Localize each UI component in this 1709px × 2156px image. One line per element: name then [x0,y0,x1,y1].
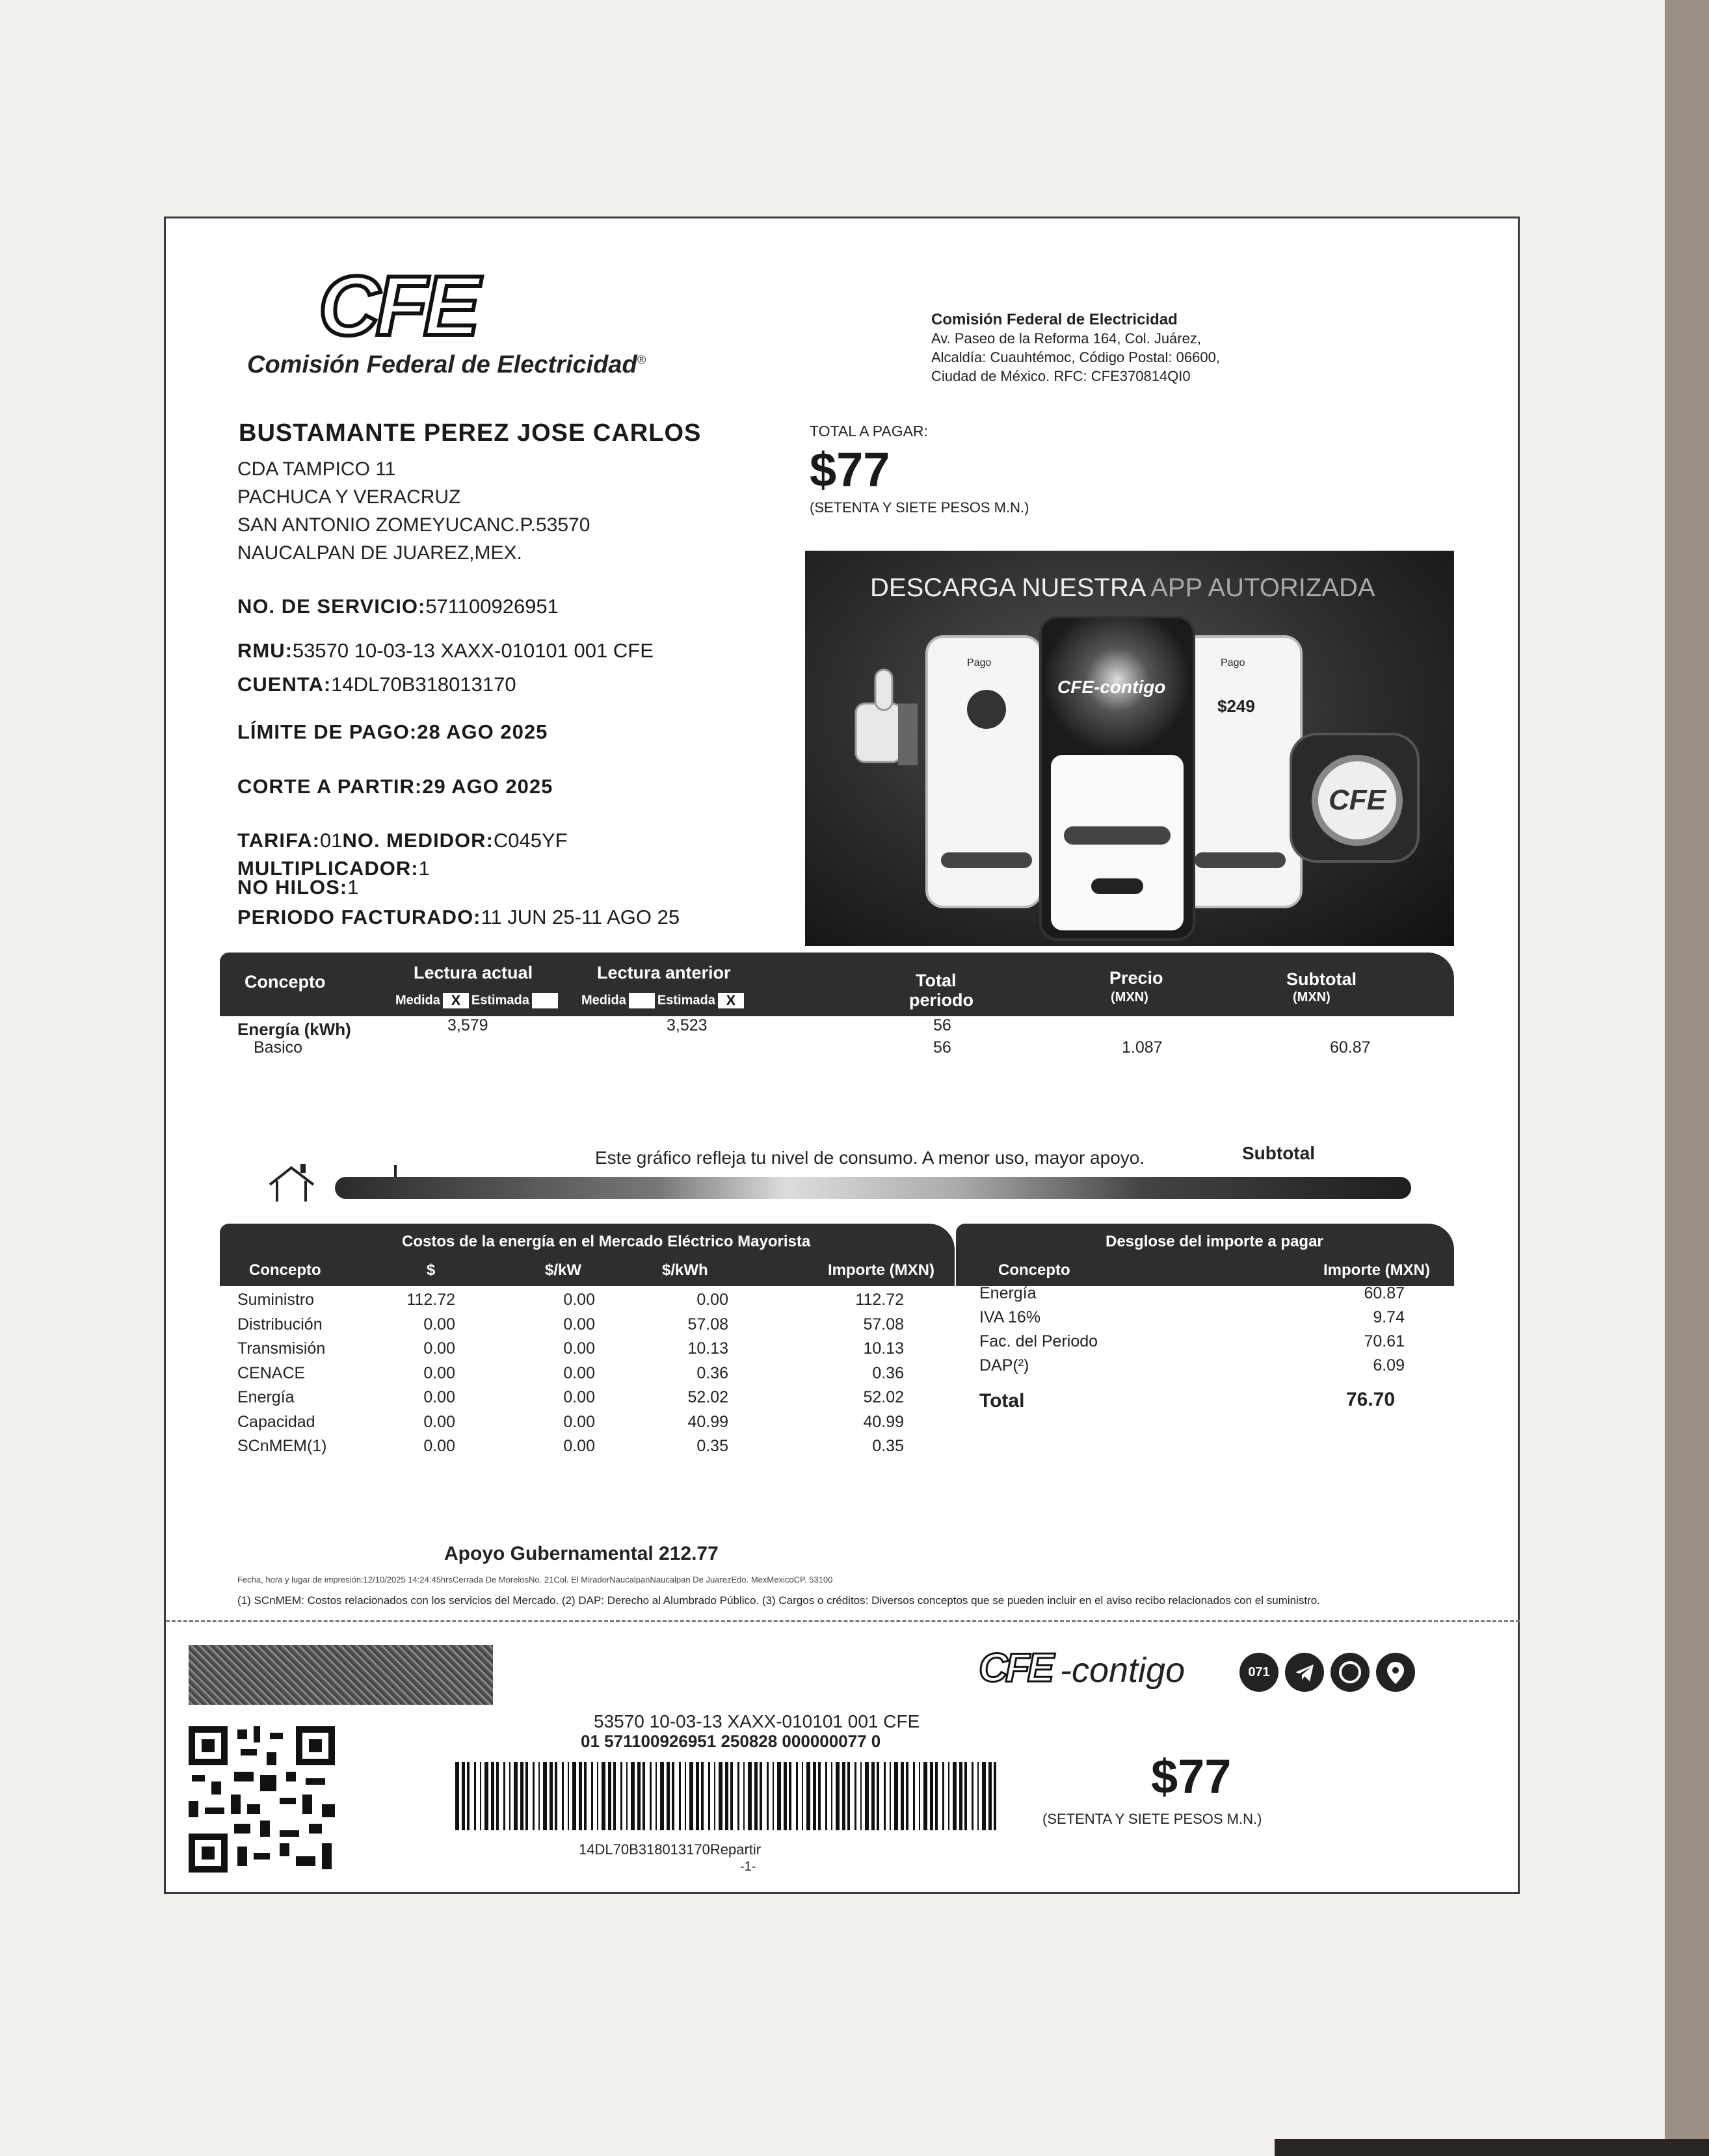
market-row-value: 0.00 [563,1315,595,1334]
customer-name: BUSTAMANTE PEREZ JOSE CARLOS [239,419,702,447]
total-words: (SETENTA Y SIETE PESOS M.N.) [810,499,1029,516]
col-total: Total [916,971,957,990]
col-subtotal: Subtotal [1286,969,1357,989]
house-icon [267,1164,325,1204]
breakdown-row-value: 60.87 [1364,1284,1405,1302]
market-row-value: 0.00 [423,1437,455,1455]
market-row-value: 0.00 [423,1339,455,1358]
print-info: Fecha, hora y lugar de impresión:12/10/2025 14:24:45hrsCerrada De MorelosNo. 21Col. El MiradorNaucalpanNaucalpan De JuarezEdo. MexMexicoCP. 53100 [237,1575,833,1584]
phone-right-price: $249 [1217,696,1255,716]
stub-payment-reference: 01 571100926951 250828 000000077 0 [581,1731,881,1751]
billing-period: PERIODO FACTURADO:11 JUN 25-11 AGO 25 [237,906,680,928]
market-row-concepto: Capacidad [237,1412,315,1431]
gauge-subtotal-label: Subtotal [1242,1143,1315,1163]
customer-address-2: PACHUCA Y VERACRUZ [237,486,461,508]
secure-pattern [189,1645,493,1705]
payment-due: LÍMITE DE PAGO:28 AGO 2025 [237,720,548,743]
perforation-line [166,1620,1520,1622]
market-row-concepto: Suministro [237,1291,315,1309]
market-row-value: 0.00 [563,1412,595,1431]
market-row-value: 112.72 [406,1291,455,1309]
phone-center-screen [1051,755,1184,930]
cutoff-date: CORTE A PARTIR:29 AGO 2025 [237,775,553,798]
stub-total-words: (SETENTA Y SIETE PESOS M.N.) [1042,1811,1262,1827]
promo-title: DESCARGA NUESTRA APP AUTORIZADA [870,573,1375,602]
reading-row-actual: 3,579 [447,1016,488,1034]
breakdown-row-concepto: DAP(²) [979,1356,1029,1374]
multiplier: MULTIPLICADOR:1 [237,857,430,880]
consumption-gauge [335,1177,1411,1199]
breakdown-total-value: 76.70 [1346,1389,1396,1410]
market-row-concepto: Distribución [237,1315,323,1334]
reading-row-concepto: Basico [254,1038,303,1057]
phone-right-button [1195,852,1286,868]
market-table-title: Costos de la energía en el Mercado Eléctrico Mayorista [402,1233,811,1250]
gauge-caption: Este gráfico refleja tu nivel de consumo. A menor uso, mayor apoyo. [595,1148,1145,1168]
breakdown-row-concepto: Energía [979,1284,1037,1302]
breakdown-table-header [956,1224,1454,1286]
market-row-value: 0.00 [563,1437,595,1455]
reading-row-precio: 1.087 [1122,1038,1163,1057]
market-row-value: 52.02 [863,1388,904,1406]
col-subtotal-unit: (MXN) [1293,990,1331,1005]
col-precio-unit: (MXN) [1111,990,1148,1005]
table-edge-bottom [1275,2139,1709,2156]
phone-center [1039,616,1195,941]
breakdown-row-value: 6.09 [1373,1356,1405,1374]
government-support: Apoyo Gubernamental 212.77 [444,1543,719,1564]
phone-brand: CFE-contigo [1057,677,1166,697]
col-lectura-actual: Lectura actual [414,963,533,982]
footnote: (1) SCnMEM: Costos relacionados con los servicios del Mercado. (2) DAP: Derecho al Alumbrado Público. (3) Cargos o créditos: Diversos conceptos que se pueden incluir en el aviso recibo relacionados con el suministro. [237,1594,1320,1607]
market-row-value: 0.00 [423,1388,455,1406]
anterior-flags: Medida Estimada X [581,993,747,1008]
market-row-value: 0.36 [696,1363,728,1382]
market-row-value: 57.08 [863,1315,904,1334]
issuer-address-3: Ciudad de México. RFC: CFE370814QI0 [931,368,1191,384]
stub-reference: 53570 10-03-13 XAXX-010101 001 CFE [594,1711,920,1731]
actual-flags: Medida X Estimada [395,993,561,1008]
phone-left-title: Pago [967,657,992,668]
market-row-value: 40.99 [687,1412,728,1431]
breakdown-row-concepto: Fac. del Periodo [979,1332,1098,1350]
market-row-value: 112.72 [855,1291,904,1309]
customer-address-3: SAN ANTONIO ZOMEYUCANC.P.53570 [237,514,590,536]
col-concepto: Concepto [245,972,326,992]
anterior-medida-box [629,993,655,1008]
issuer-address-1: Av. Paseo de la Reforma 164, Col. Juárez, [931,330,1201,347]
wires: NO HILOS:1 [237,876,359,899]
anterior-estimada-box: X [718,993,744,1008]
cfe-icon [1331,1653,1370,1692]
breakdown-row-value: 70.61 [1364,1332,1405,1350]
service-number: NO. DE SERVICIO:571100926951 [237,595,559,618]
phone-center-icons [1091,878,1143,894]
reading-row-concepto: Energía (kWh) [237,1019,351,1039]
market-row-value: 52.02 [687,1388,728,1406]
tariff-meter: TARIFA:01NO. MEDIDOR:C045YF [237,829,568,852]
stub-cfe-logo: CFE [979,1646,1052,1690]
breakdown-col-concepto: Concepto [998,1261,1070,1279]
breakdown-row-concepto: IVA 16% [979,1308,1041,1326]
phone-left [925,635,1042,908]
market-col-pesos: $ [427,1261,436,1279]
phone-center-button [1064,826,1171,845]
cfe-logo: CFE [319,258,476,353]
market-row-value: 0.35 [696,1437,728,1455]
account-number: CUENTA:14DL70B318013170 [237,673,516,696]
phone-left-button [941,852,1032,868]
issuer-name: Comisión Federal de Electricidad [931,311,1178,328]
stub-account-line: 14DL70B318013170Repartir [579,1841,762,1858]
thumbs-up-icon [849,664,921,769]
market-row-value: 0.00 [423,1363,455,1382]
issuer-address-2: Alcaldía: Cuauhtémoc, Código Postal: 06600, [931,349,1220,365]
app-promo-banner[interactable] [805,551,1454,946]
market-table-header [220,1224,955,1286]
payment-barcode [455,1762,1001,1830]
col-precio: Precio [1109,968,1163,988]
breakdown-table-title: Desglose del importe a pagar [1106,1233,1323,1250]
market-row-value: 57.08 [687,1315,728,1334]
logo-subtitle: Comisión Federal de Electricidad® [247,351,646,378]
reading-row-anterior: 3,523 [667,1016,708,1034]
market-col-kwh: $/kWh [662,1261,708,1279]
location-icon [1376,1653,1415,1692]
cfe-app-icon [1290,733,1420,863]
market-col-importe: Importe (MXN) [828,1261,934,1279]
col-periodo: periodo [909,990,974,1010]
market-row-value: 0.00 [563,1388,595,1406]
breakdown-total-label: Total [979,1390,1025,1412]
market-row-value: 0.00 [563,1339,595,1358]
actual-estimada-box [532,993,558,1008]
market-row-concepto: SCnMEM(1) [237,1437,327,1455]
rmu: RMU:53570 10-03-13 XAXX-010101 001 CFE [237,639,654,662]
market-row-value: 10.13 [687,1339,728,1358]
customer-address-4: NAUCALPAN DE JUAREZ,MEX. [237,542,522,564]
market-col-concepto: Concepto [249,1261,321,1279]
market-row-value: 0.35 [872,1437,904,1455]
breakdown-row-value: 9.74 [1373,1308,1405,1326]
market-row-concepto: Energía [237,1388,295,1406]
market-row-value: 0.00 [563,1363,595,1382]
stub-contigo-logo: -contigo [1060,1651,1186,1690]
page-number: -1- [740,1860,756,1874]
telegram-icon [1285,1653,1324,1692]
market-row-value: 40.99 [863,1412,904,1431]
stub-total-amount: $77 [1151,1750,1232,1804]
market-row-value: 0.00 [563,1291,595,1309]
actual-medida-box: X [443,993,469,1008]
col-lectura-anterior: Lectura anterior [597,963,731,982]
customer-address-1: CDA TAMPICO 11 [237,458,396,480]
market-row-value: 0.00 [423,1412,455,1431]
market-row-concepto: Transmisión [237,1339,326,1358]
phone-left-avatar [967,690,1006,729]
breakdown-col-importe: Importe (MXN) [1323,1261,1430,1279]
gauge-marker [394,1165,397,1177]
phone-right-title: Pago [1221,657,1245,668]
market-row-value: 0.00 [696,1291,728,1309]
market-row-concepto: CENACE [237,1363,306,1382]
qr-code [189,1726,335,1873]
reading-row-total: 56 [933,1016,951,1034]
reading-row-subtotal: 60.87 [1330,1038,1371,1057]
market-col-kw: $/kW [545,1261,582,1279]
market-row-value: 0.36 [872,1363,904,1382]
market-row-value: 10.13 [863,1339,904,1358]
total-amount: $77 [810,443,890,497]
reading-row-total: 56 [933,1038,951,1057]
total-label: TOTAL A PAGAR: [810,423,928,440]
reading-table-header [220,953,1454,1016]
market-row-value: 0.00 [423,1315,455,1334]
table-edge [1665,0,1709,2156]
071-icon: 071 [1239,1653,1278,1692]
cfe-app-icon-label: CFE [1312,755,1403,846]
